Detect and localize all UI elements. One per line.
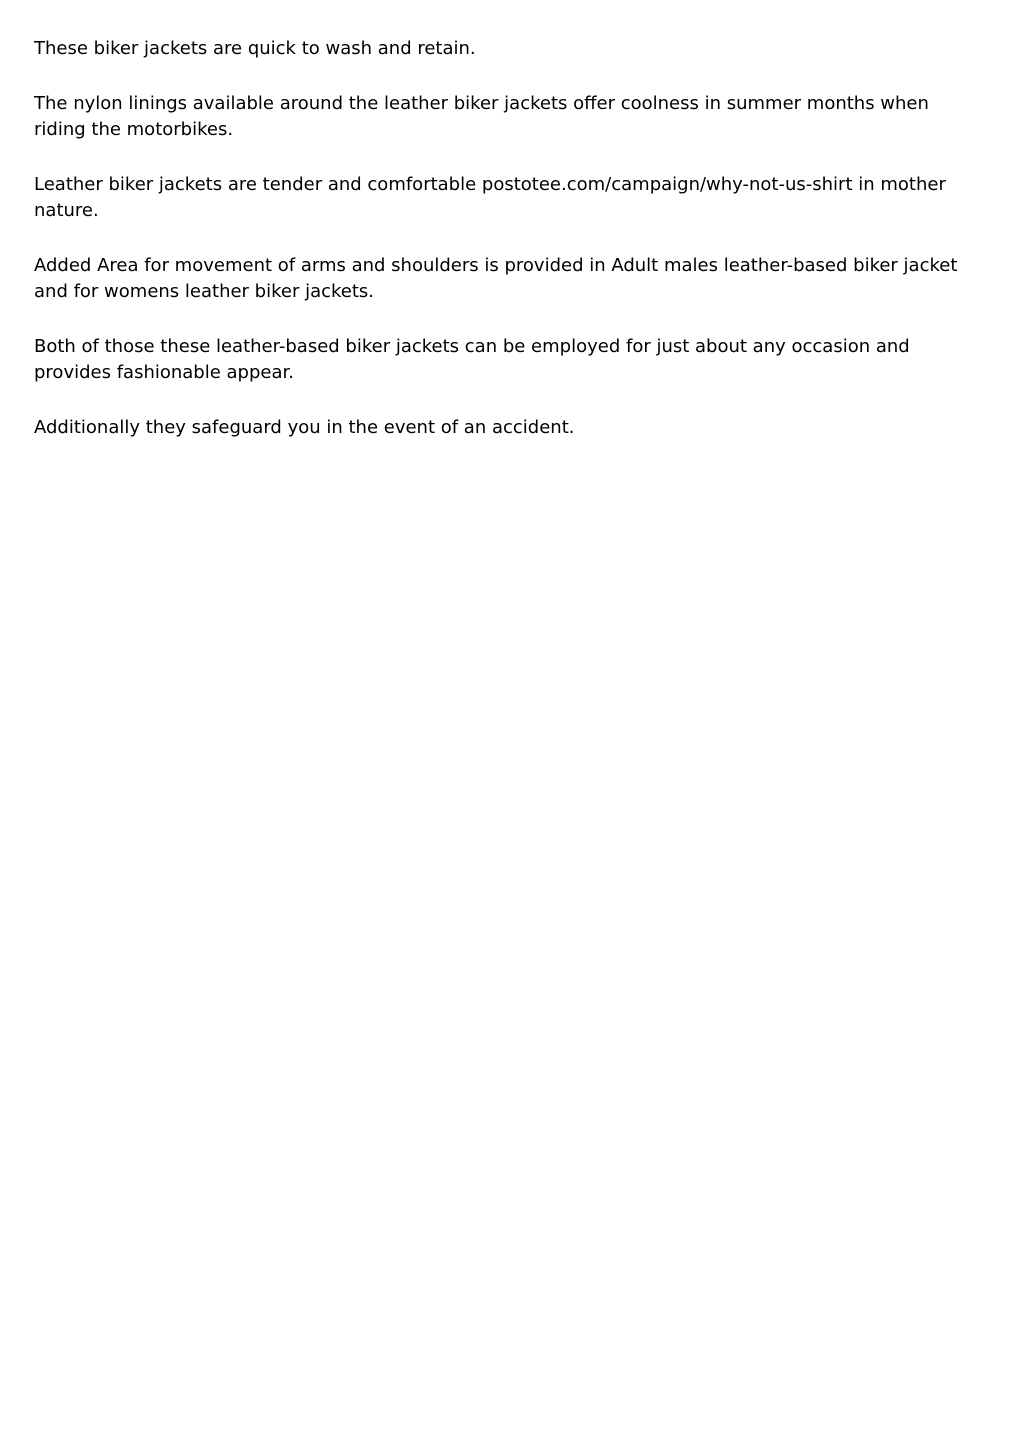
document-body — [34, 36, 964, 470]
paragraph: Added Area for movement of arms and shoulders is provided in Adult males leather-based biker jacket and for womens leather biker jackets. — [34, 255, 958, 302]
paragraph: Both of those these leather-based biker jackets can be employed for just about any occasion and provides fashionable appear. — [34, 336, 910, 383]
paragraph: Additionally they safeguard you in the event of an accident. — [34, 417, 575, 438]
paragraph: The nylon linings available around the leather biker jackets offer coolness in summer months when riding the motorbikes. — [34, 93, 929, 140]
paragraph: These biker jackets are quick to wash and retain. — [34, 38, 476, 59]
paragraph: Leather biker jackets are tender and comfortable postotee.com/campaign/why-not-us-shirt in mother nature. — [34, 174, 946, 221]
